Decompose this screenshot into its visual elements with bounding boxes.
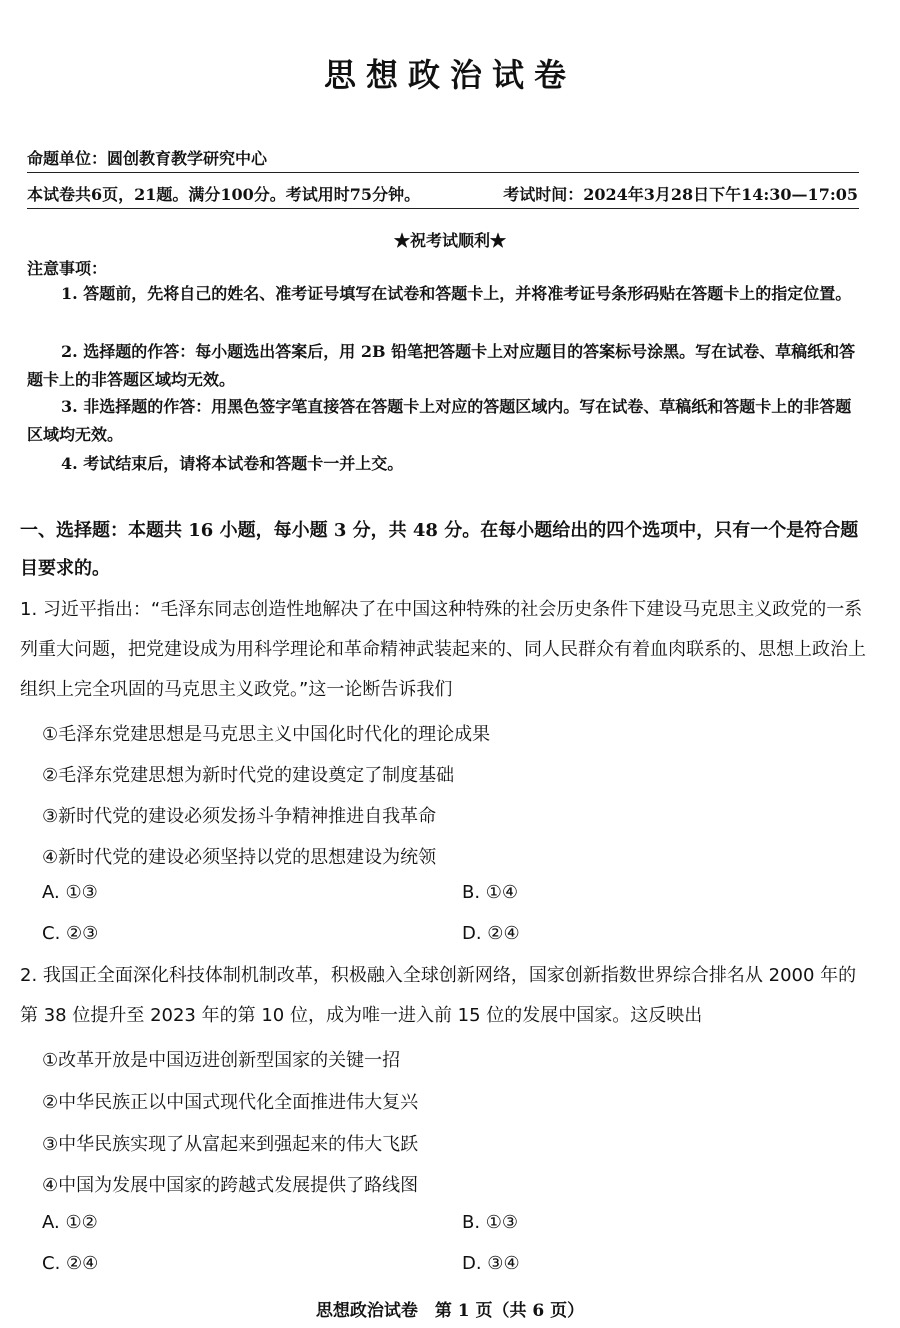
q2-statement-3: ③中华民族实现了从富起来到强起来的伟大飞跃 [42,1134,419,1155]
q2-choice-d[interactable]: D. ③④ [462,1253,520,1274]
notice-item: 3. 非选择题的作答：用黑色签字笔直接答在答题卡上对应的答题区域内。写在试卷、草稿纸和答题卡上的非答题区域均无效。 [27,397,852,444]
q1-statement-2: ②毛泽东党建思想为新时代党的建设奠定了制度基础 [42,765,455,786]
notice-item: 1. 答题前，先将自己的姓名、准考证号填写在试卷和答题卡上，并将准考证号条形码贴在答题卡上的指定位置。 [61,284,852,303]
exam-info: 本试卷共6页，21题。满分100分。考试用时75分钟。 [27,185,421,204]
q1-statement-4: ④新时代党的建设必须坚持以党的思想建设为统领 [42,847,437,868]
question-1-stem: 1. 习近平指出：“毛泽东同志创造性地解决了在中国这种特殊的社会历史条件下建设马克思主义政党的一系列重大问题，把党建设成为用科学理论和革命精神武装起来的、同人民群众有着血肉联系的、思想上政治上组织上完全巩固的马克思主义政党。”这一论断告诉我们 [20,599,866,700]
q1-choice-a[interactable]: A. ①③ [42,882,98,903]
page-title: 思想政治试卷 [323,56,576,94]
exam-time: 考试时间：2024年3月28日下午14:30—17:05 [503,185,858,204]
q1-statement-1: ①毛泽东党建思想是马克思主义中国化时代化的理论成果 [42,724,491,745]
q1-statement-3: ③新时代党的建设必须发扬斗争精神推进自我革命 [42,806,437,827]
notice-item: 2. 选择题的作答：每小题选出答案后，用 2B 铅笔把答题卡上对应题目的答案标号涂黑。写在试卷、草稿纸和答题卡上的非答题区域均无效。 [27,342,856,389]
notice-item: 4. 考试结束后，请将本试卷和答题卡一并上交。 [61,454,404,473]
page-footer: 思想政治试卷 第 1 页（共 6 页） [315,1301,585,1321]
question-2-stem: 2. 我国正全面深化科技体制机制改革，积极融入全球创新网络，国家创新指数世界综合排名从 2000 年的第 38 位提升至 2023 年的第 10 位，成为唯一进入前 15 位的发展中国家。这反映出 [20,965,857,1026]
notice-title: 注意事项： [27,259,108,278]
exam-unit: 命题单位：圆创教育教学研究中心 [27,149,268,168]
good-luck-banner: ★祝考试顺利★ [393,231,506,250]
section-heading: 一、选择题：本题共 16 小题，每小题 3 分，共 48 分。在每小题给出的四个选项中，只有一个是符合题目要求的。 [20,520,859,579]
q2-statement-4: ④中国为发展中国家的跨越式发展提供了路线图 [42,1175,419,1196]
q2-choice-c[interactable]: C. ②④ [42,1253,99,1274]
q2-statement-2: ②中华民族正以中国式现代化全面推进伟大复兴 [42,1092,419,1113]
divider-top [27,172,859,173]
q2-choice-a[interactable]: A. ①② [42,1212,98,1233]
q1-choice-d[interactable]: D. ②④ [462,923,520,944]
q2-statement-1: ①改革开放是中国迈进创新型国家的关键一招 [42,1050,401,1071]
q1-choice-c[interactable]: C. ②③ [42,923,99,944]
q2-choice-b[interactable]: B. ①③ [462,1212,519,1233]
q1-choice-b[interactable]: B. ①④ [462,882,519,903]
divider-bottom [27,208,859,209]
